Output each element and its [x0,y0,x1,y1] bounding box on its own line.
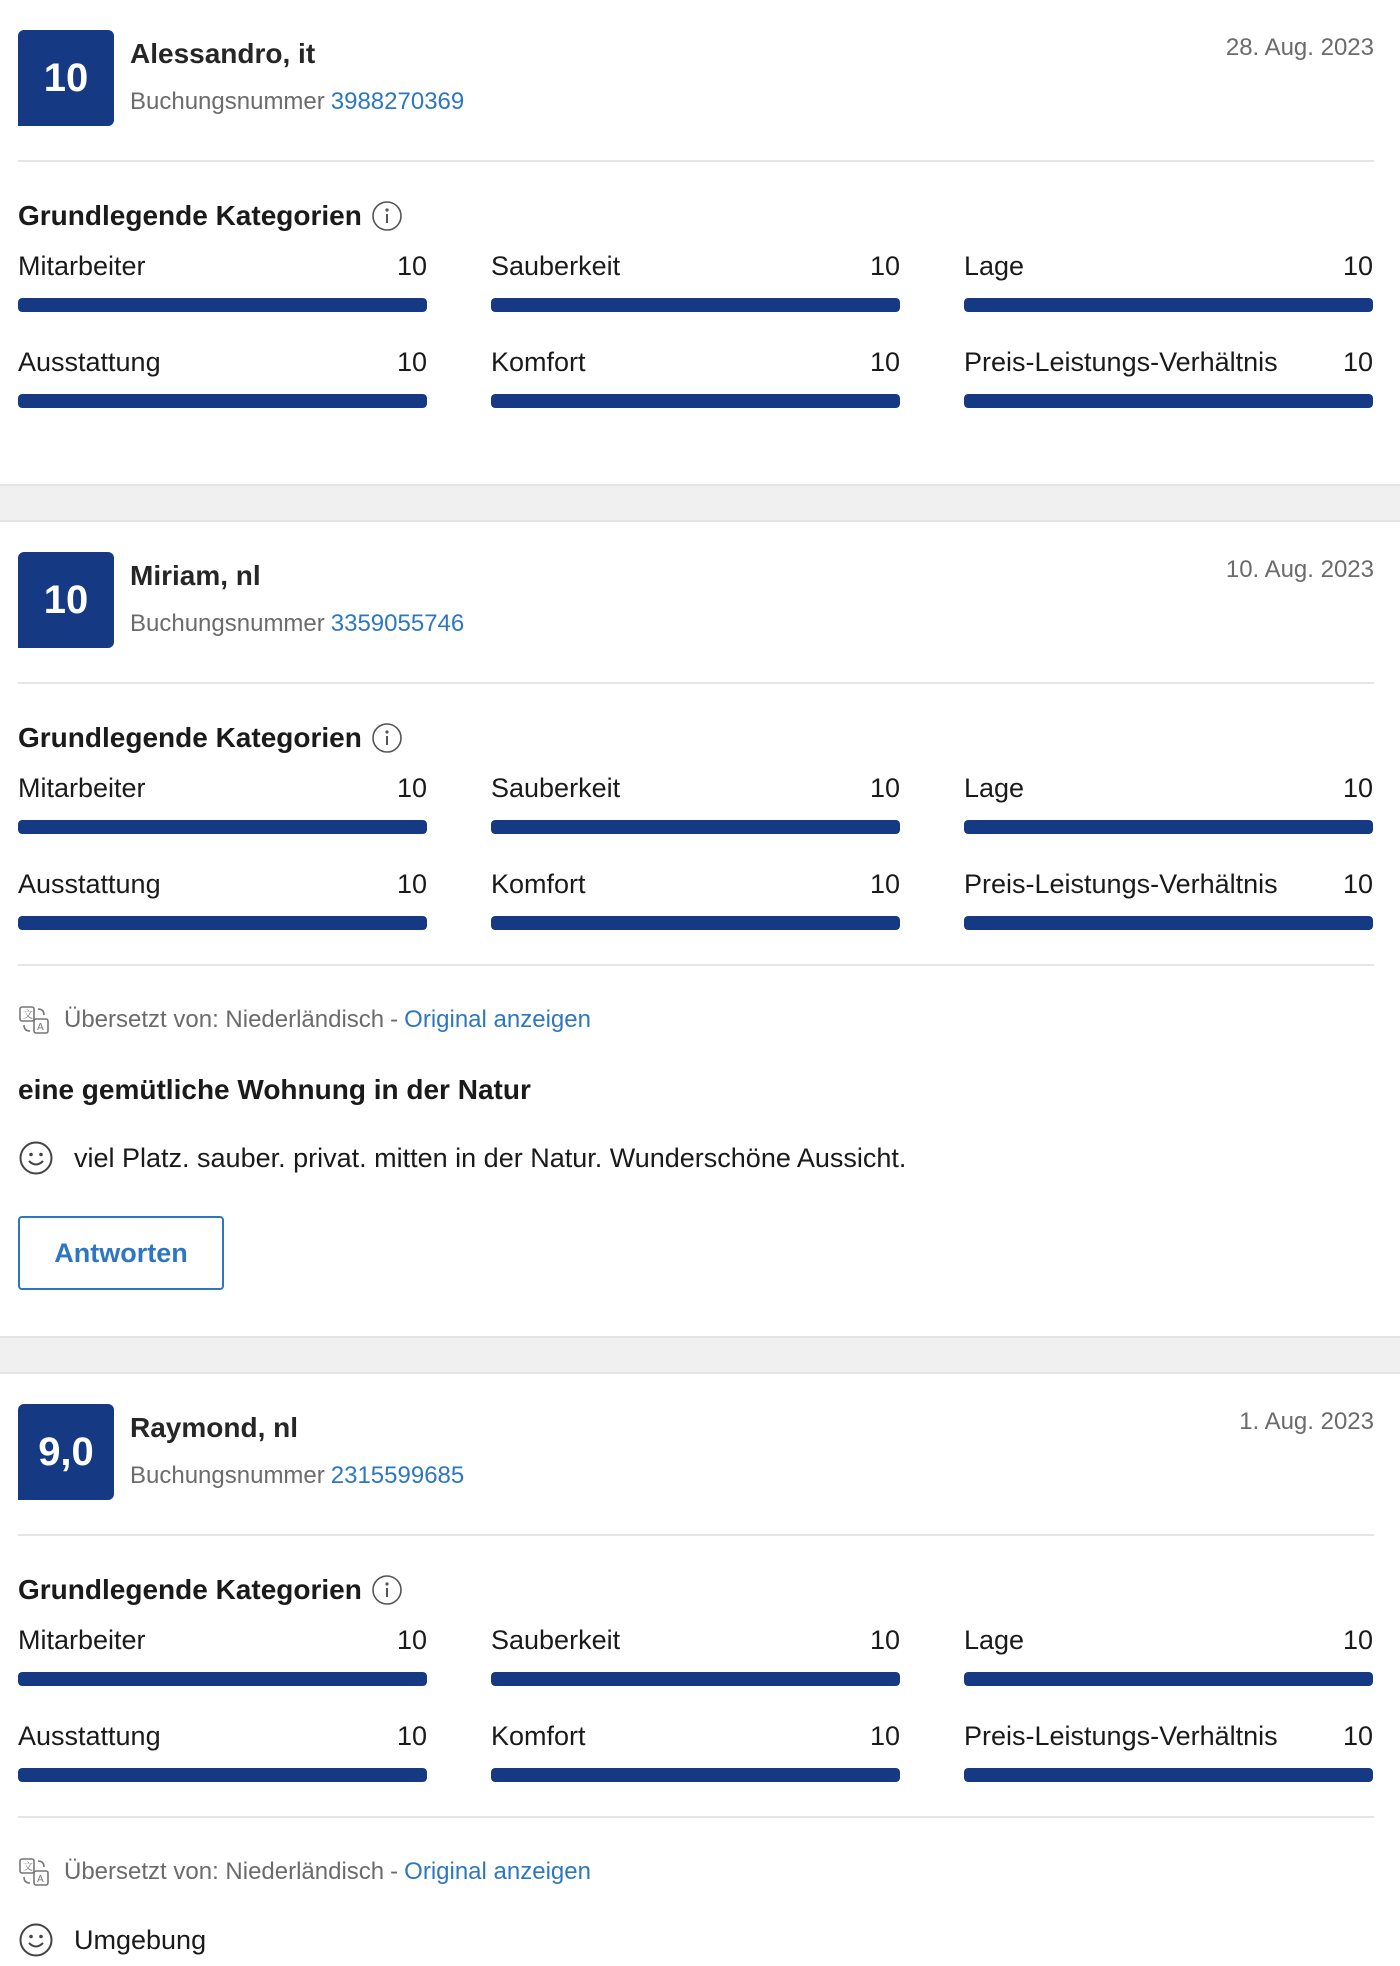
category-score: 10 [869,1721,900,1751]
category-score: 10 [1342,1625,1373,1655]
category-bar [18,1672,427,1686]
category-label: Lage [964,1625,1025,1655]
categories-heading [18,200,1374,232]
booking-label: Buchungsnummer [130,1462,325,1489]
category-bar-fill [491,916,900,930]
info-icon[interactable] [371,200,403,232]
category-bar-fill [964,820,1373,834]
category-scores [18,770,1374,962]
translate-icon [18,1004,50,1036]
category-score: 10 [1342,773,1373,803]
category-bar [491,820,900,834]
category-bar-fill [18,916,427,930]
category-bar-fill [964,1672,1373,1686]
category-bar-fill [18,820,427,834]
category-bar-fill [964,916,1373,930]
category-scores [18,248,1374,440]
category-bar-fill [964,298,1373,312]
review-card [0,1374,1400,1958]
category-bar [964,298,1373,312]
svg-text:A: A [37,1022,44,1033]
svg-text:A: A [37,1874,44,1885]
review-score-badge: 10 [18,30,114,126]
smiley-icon [18,1922,54,1958]
review-separator [0,1336,1400,1374]
reviewer-name: Raymond, nl [130,1412,299,1443]
review-card [0,522,1400,1336]
category-scores [18,1622,1374,1814]
category-item [18,344,427,440]
category-bar-fill [964,394,1373,408]
category-item [491,1622,900,1718]
category-bar [964,820,1373,834]
divider [18,1816,1374,1818]
categories-heading [18,722,1374,754]
positive-comment [18,1922,1374,1958]
category-item [491,866,900,962]
translation-notice [18,1004,1374,1036]
category-bar-fill [491,1672,900,1686]
category-item [491,344,900,440]
booking-label: Buchungsnummer [130,610,325,637]
translation-separator: - [390,1006,399,1033]
category-score: 10 [869,251,900,281]
translation-separator: - [390,1858,399,1885]
review-date: 1. Aug. 2023 [1239,1408,1374,1435]
category-score: 10 [396,1625,427,1655]
category-bar [18,916,427,930]
review-date: 10. Aug. 2023 [1225,556,1374,583]
reply-button[interactable]: Antworten [18,1216,224,1290]
category-score: 10 [396,1721,427,1751]
category-bar [491,298,900,312]
category-item [964,344,1373,440]
category-bar [964,1672,1373,1686]
category-bar-fill [18,298,427,312]
category-label: Preis-Leistungs-Verhältnis [964,347,1278,377]
category-bar [964,1768,1373,1782]
category-item [964,866,1373,962]
translation-text: Übersetzt von: Niederländisch [64,1858,385,1885]
category-label: Ausstattung [18,869,161,899]
category-label: Lage [964,251,1025,281]
divider [18,682,1374,684]
category-bar-fill [491,1768,900,1782]
category-label: Sauberkeit [491,251,621,281]
review-score-badge: 10 [18,552,114,648]
category-label: Mitarbeiter [18,251,146,281]
show-original-link[interactable]: Original anzeigen [404,1006,591,1033]
booking-number-link[interactable]: 3988270369 [330,88,465,115]
category-item [18,770,427,866]
divider [18,1534,1374,1536]
category-label: Sauberkeit [491,773,621,803]
category-label: Preis-Leistungs-Verhältnis [964,869,1278,899]
category-label: Ausstattung [18,1721,161,1751]
reviewer-name: Alessandro, it [130,38,316,69]
translate-icon [18,1856,50,1888]
category-score: 10 [1342,251,1373,281]
positive-comment [18,1140,1374,1176]
category-bar-fill [18,1768,427,1782]
category-label: Ausstattung [18,347,161,377]
category-bar-fill [18,1672,427,1686]
smiley-icon [18,1140,54,1176]
booking-label: Buchungsnummer [130,88,325,115]
category-item [964,1622,1373,1718]
category-score: 10 [869,869,900,899]
category-label: Lage [964,773,1025,803]
booking-info [130,610,464,638]
category-item [18,866,427,962]
category-score: 10 [869,773,900,803]
booking-number-link[interactable]: 2315599685 [330,1462,465,1489]
category-item [491,770,900,866]
category-label: Preis-Leistungs-Verhältnis [964,1721,1278,1751]
category-label: Mitarbeiter [18,1625,146,1655]
category-bar-fill [964,1768,1373,1782]
review-score-badge: 9,0 [18,1404,114,1500]
category-bar [964,394,1373,408]
review-card [0,0,1400,484]
category-score: 10 [396,251,427,281]
category-score: 10 [396,773,427,803]
category-item [18,1718,427,1814]
info-icon[interactable] [371,722,403,754]
category-bar [18,820,427,834]
category-score: 10 [1342,1721,1373,1751]
category-label: Komfort [491,347,586,377]
translation-notice [18,1856,1374,1888]
category-bar [491,394,900,408]
category-bar [491,916,900,930]
category-bar [18,298,427,312]
svg-text:文: 文 [23,1010,33,1021]
category-bar [491,1768,900,1782]
category-score: 10 [869,347,900,377]
svg-text:文: 文 [23,1862,33,1873]
category-label: Komfort [491,1721,586,1751]
category-item [18,1622,427,1718]
divider [18,964,1374,966]
show-original-link[interactable]: Original anzeigen [404,1858,591,1885]
category-bar [18,394,427,408]
categories-title: Grundlegende Kategorien [18,1574,362,1605]
review-separator [0,484,1400,522]
reviewer-name: Miriam, nl [130,560,261,591]
category-bar-fill [491,820,900,834]
category-label: Mitarbeiter [18,773,146,803]
category-bar [964,916,1373,930]
category-label: Komfort [491,869,586,899]
booking-info [130,1462,464,1490]
category-item [491,248,900,344]
divider [18,160,1374,162]
booking-number-link[interactable]: 3359055746 [330,610,465,637]
category-bar-fill [491,394,900,408]
positive-text: Umgebung [74,1924,207,1955]
category-bar-fill [491,298,900,312]
category-item [964,248,1373,344]
categories-heading [18,1574,1374,1606]
category-label: Sauberkeit [491,1625,621,1655]
booking-info [130,88,464,116]
category-score: 10 [396,869,427,899]
category-bar-fill [18,394,427,408]
category-score: 10 [869,1625,900,1655]
categories-title: Grundlegende Kategorien [18,722,362,753]
category-item [491,1718,900,1814]
info-icon[interactable] [371,1574,403,1606]
review-title: eine gemütliche Wohnung in der Natur [18,1074,531,1105]
category-item [964,770,1373,866]
category-bar [491,1672,900,1686]
category-score: 10 [1342,869,1373,899]
category-score: 10 [396,347,427,377]
category-bar [18,1768,427,1782]
category-item [18,248,427,344]
category-score: 10 [1342,347,1373,377]
translation-text: Übersetzt von: Niederländisch [64,1006,385,1033]
category-item [964,1718,1373,1814]
categories-title: Grundlegende Kategorien [18,200,362,231]
review-date: 28. Aug. 2023 [1225,34,1374,61]
positive-text: viel Platz. sauber. privat. mitten in der Natur. Wunderschöne Aussicht. [74,1142,907,1173]
